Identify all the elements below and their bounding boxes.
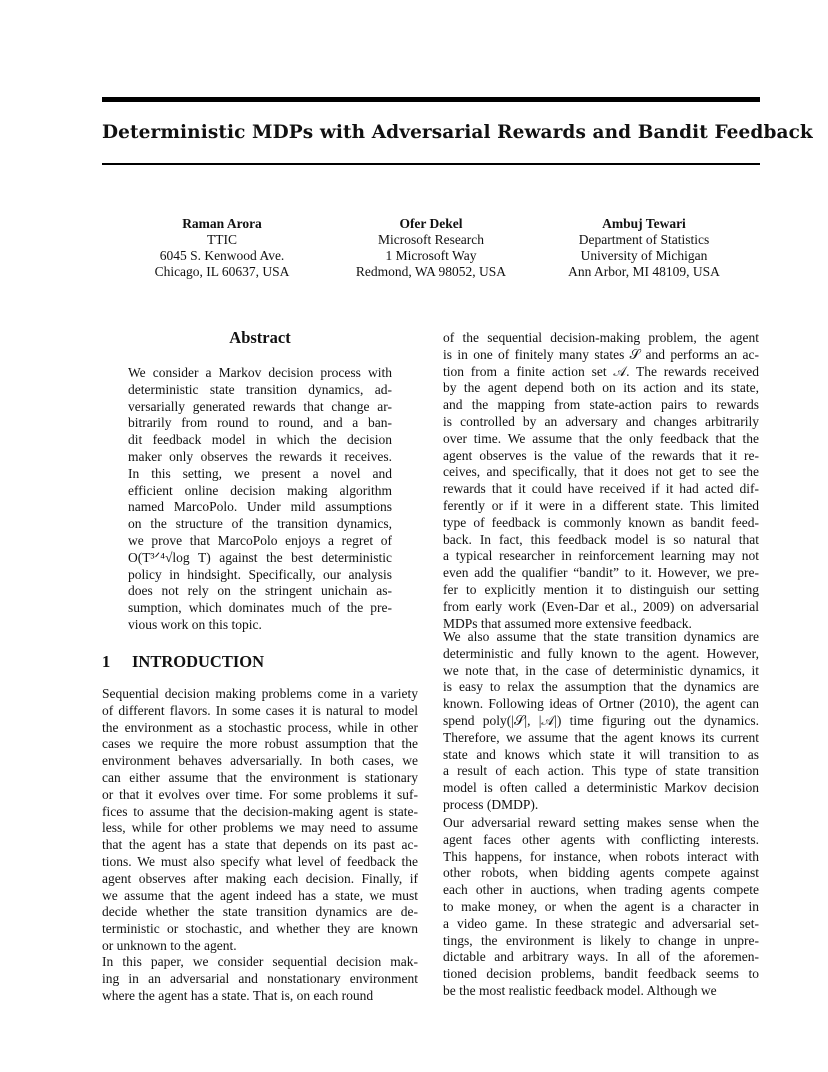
section-title: INTRODUCTION [132,652,265,671]
text-line: where the agent has a state. That is, on each round [102,987,374,1003]
text-line: even add the qualifier “bandit” to it. However, we pre- [443,565,759,581]
author-block-1 [102,216,342,280]
author-name: Ofer Dekel [399,216,463,231]
text-line: Our adversarial reward setting makes sense when the [443,815,759,830]
text-line: or that it evolves over time. For some problems it suf- [102,786,418,802]
text-line: tion from a finite action set 𝒜. The rewards received [443,363,759,379]
text-line: sumption, which dominates much of the pre- [128,600,392,616]
text-line: MDPs that assumed more extensive feedback. [443,615,692,631]
author-affiliation: Microsoft Research [377,232,485,247]
top-thick-rule [102,97,760,102]
text-line: cases we require the more robust assumption that the [102,736,418,752]
abstract-text [128,365,392,634]
text-line: and the mapping from state-action pairs to rewards [443,397,759,413]
text-line: In this paper, we consider sequential decision mak- [102,954,418,969]
author-address: Chicago, IL 60637, USA [154,264,290,279]
author-name: Raman Arora [182,216,262,231]
text-line: versarially generated rewards that change ar- [128,398,392,414]
author-affiliation: TTIC [207,232,237,247]
paper-title: Deterministic MDPs with Adversarial Rewards and Bandit Feedback [102,122,813,143]
text-line: Sequential decision making problems come in a variety [102,686,418,701]
text-line: ing in an adversarial and nonstationary environment [102,970,418,986]
text-line: terministic or stochastic, and whether they are known [102,921,418,937]
text-line: Therefore, we assume that the agent knows its current [443,729,759,745]
text-line: agent observes is the value of the rewards that it re- [443,447,759,463]
text-line: does not rely on the stringent unichain as- [128,583,392,599]
text-line: from early work (Even-Dar et al., 2009) on adversarial [443,598,759,614]
text-line: This happens, for instance, when robots interact with [443,848,759,864]
text-line: deterministic and fully known to the agent. However, [443,645,759,661]
text-line: maker only observes the rewards it receives. [128,448,392,464]
text-line: fer to explicitly mention it to distinguish our setting [443,581,759,597]
text-line: or unknown to the agent. [102,937,237,953]
text-line: efficient online decision making algorithm [128,482,392,498]
intro-paragraph-4 [443,629,759,814]
intro-paragraph-2 [102,954,418,1004]
author-address: University of Michigan [580,248,708,263]
abstract-heading: Abstract [229,328,291,347]
text-line: back. In fact, this feedback model is so natural that [443,531,759,547]
text-line: In this setting, we present a novel and [128,465,392,481]
text-line: other robots, when bidding agents compete against [443,865,759,881]
author-block-3 [524,216,764,280]
text-line: the environment as a stochastic process, while in other [102,719,418,735]
text-line: each other in auctions, when trading agents compete [443,882,759,898]
intro-paragraph-5 [443,815,759,1000]
text-line: We also assume that the state transition dynamics are [443,629,759,644]
text-line: known. Following ideas of Ortner (2010), the agent can [443,696,759,712]
text-line: of different flavors. In some cases it is natural to model [102,702,418,718]
text-line: by the agent depend both on its action and its state, [443,380,759,396]
author-affiliation: Department of Statistics [578,232,710,247]
text-line: tings, the environment is likely to change in unpre- [443,932,759,948]
text-line: policy in hindsight. Specifically, our analysis [128,566,392,582]
text-line: dit feedback model in which the decision [128,432,392,448]
author-name: Ambuj Tewari [602,216,686,231]
text-line: model is often called a deterministic Markov decision [443,780,759,796]
text-line: rewards that it could have received if it had acted dif- [443,481,759,497]
author-address: 6045 S. Kenwood Ave. [159,248,285,263]
text-line: is controlled by an adversary and changes arbitrarily [443,413,759,429]
text-line: is in one of finitely many states 𝒮 and performs an ac- [443,346,759,362]
text-line: vious work on this topic. [128,616,262,632]
text-line: decide whether the state transition dynamics are de- [102,904,418,920]
text-line: tions. We must also specify what level of feedback the [102,853,418,869]
text-line: O(T³ᐟ⁴√log T) against the best deterministic [128,549,392,565]
text-line: named MarcoPolo. Under mild assumptions [128,499,392,515]
text-line: we note that, in the case of deterministic dynamics, it [443,662,759,678]
text-line: state and knows which state it will transition to as [443,746,759,762]
text-line: ferently or if it were in a different state. This limited [443,497,759,513]
section-number: 1 [102,652,111,671]
text-line: fices to assume that the decision-making agent is state- [102,803,418,819]
text-line: a video game. In these strategic and adversarial set- [443,915,759,931]
intro-paragraph-3 [443,330,759,632]
text-line: agent observes after making each decision. Finally, if [102,870,418,886]
section-heading [102,652,264,672]
title-bottom-rule [102,163,760,165]
text-line: We consider a Markov decision process with [128,365,392,380]
text-line: bitrarily from round to round, and a ban- [128,415,392,431]
text-line: less, while for other problems we may need to assume [102,820,418,836]
text-line: a typical researcher in reinforcement learning may not [443,548,759,564]
text-line: we assume that the agent indeed has a state, we must [102,887,418,903]
text-line: deterministic state transition dynamics, ad- [128,381,392,397]
author-address: 1 Microsoft Way [385,248,477,263]
text-line: process (DMDP). [443,796,539,812]
text-line: tioned decision problems, bandit feedback seems to [443,966,759,982]
text-line: on the structure of the transition dynamics, [128,516,392,532]
author-address: Ann Arbor, MI 48109, USA [568,264,720,279]
author-address: Redmond, WA 98052, USA [355,264,507,279]
text-line: dictable and arbitrary ways. In all of the aforemen- [443,949,759,965]
text-line: of the sequential decision-making problem, the agent [443,330,759,345]
intro-paragraph-1 [102,686,418,955]
author-block-2 [311,216,551,280]
text-line: can either assume that the environment is stationary [102,769,418,785]
text-line: type of feedback is commonly known as bandit feed- [443,514,759,530]
text-line: a result of each action. This type of state transition [443,763,759,779]
text-line: is easy to relax the assumption that the dynamics are [443,679,759,695]
text-line: we prove that MarcoPolo enjoys a regret of [128,532,392,548]
text-line: environment behaves adversarially. In both cases, we [102,753,418,769]
text-line: that the agent has a state that depends on its past ac- [102,837,418,853]
text-line: be the most realistic feedback model. Although we [443,982,717,998]
text-line: ceives, and specifically, that it does not get to see the [443,464,759,480]
text-line: agent faces other agents with conflicting interests. [443,831,759,847]
text-line: to make money, or when the agent is a character in [443,898,759,914]
text-line: over time. We assume that the only feedback that the [443,430,759,446]
text-line: spend poly(|𝒮|, |𝒜|) time figuring out the dynamics. [443,712,759,728]
